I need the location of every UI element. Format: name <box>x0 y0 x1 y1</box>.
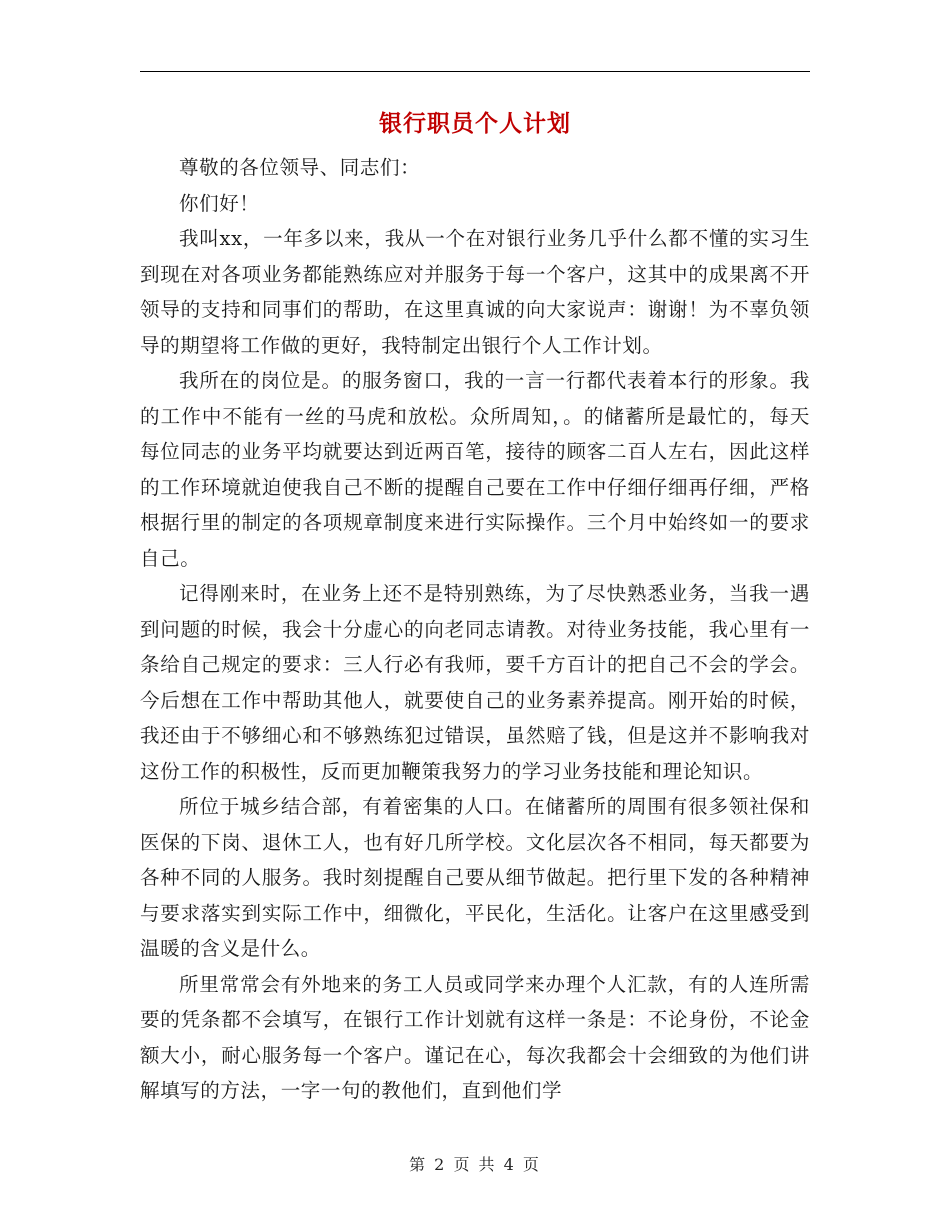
salutation: 尊敬的各位领导、同志们： <box>179 156 421 179</box>
page-number-footer: 第 2 页 共 4 页 <box>409 1155 541 1174</box>
header-rule <box>140 71 810 72</box>
paragraph-learning: 记得刚来时，在业务上还不是特别熟练，为了尽快熟悉业务，当我一遇到问题的时候，我会十分虚心的向老同志请教。对待业务技能，我心里有一条给自己规定的要求：三人行必有我师，要千方百计的把自己不会的学会。今后想在工作中帮助其他人，就要使自己的业务素养提高。刚开始的时候，我还由于不够细心和不够熟练犯过错误，虽然赔了钱，但是这并不影响我对这份工作的积极性，反而更加鞭策我努力的学习业务技能和理论知识。 <box>140 582 810 783</box>
paragraph-position: 我所在的岗位是。的服务窗口，我的一言一行都代表着本行的形象。我的工作中不能有一丝的马虎和放松。众所周知，。的储蓄所是最忙的，每天每位同志的业务平均就要达到近两百笔，接待的顾客二百人左右，因此这样的工作环境就迫使我自己不断的提醒自己要在工作中仔细仔细再仔细，严格根据行里的制定的各项规章制度来进行实际操作。三个月中始终如一的要求自己。 <box>140 369 810 570</box>
document-title: 银行职员个人计划 <box>379 110 571 137</box>
paragraph-intro: 我叫xx，一年多以来，我从一个在对银行业务几乎什么都不懂的实习生到现在对各项业务都能熟练应对并服务于每一个客户，这其中的成果离不开领导的支持和同事们的帮助，在这里真诚的向大家说声：谢谢！为不辜负领导的期望将工作做的更好，我特制定出银行个人工作计划。 <box>140 227 810 357</box>
paragraph-location: 所位于城乡结合部，有着密集的人口。在储蓄所的周围有很多领社保和医保的下岗、退休工人，也有好几所学校。文化层次各不相同，每天都要为各种不同的人服务。我时刻提醒自己要从细节做起。把行里下发的各种精神与要求落实到实际工作中，细微化，平民化，生活化。让客户在这里感受到温暖的含义是什么。 <box>140 795 810 960</box>
document-body <box>140 150 810 1109</box>
greeting: 你们好！ <box>179 191 260 215</box>
paragraph-service: 所里常常会有外地来的务工人员或同学来办理个人汇款，有的人连所需要的凭条都不会填写，在银行工作计划就有这样一条是：不论身份，不论金额大小，耐心服务每一个客户。谨记在心，每次我都会十会细致的为他们讲解填写的方法，一字一句的教他们，直到他们学 <box>140 972 810 1102</box>
